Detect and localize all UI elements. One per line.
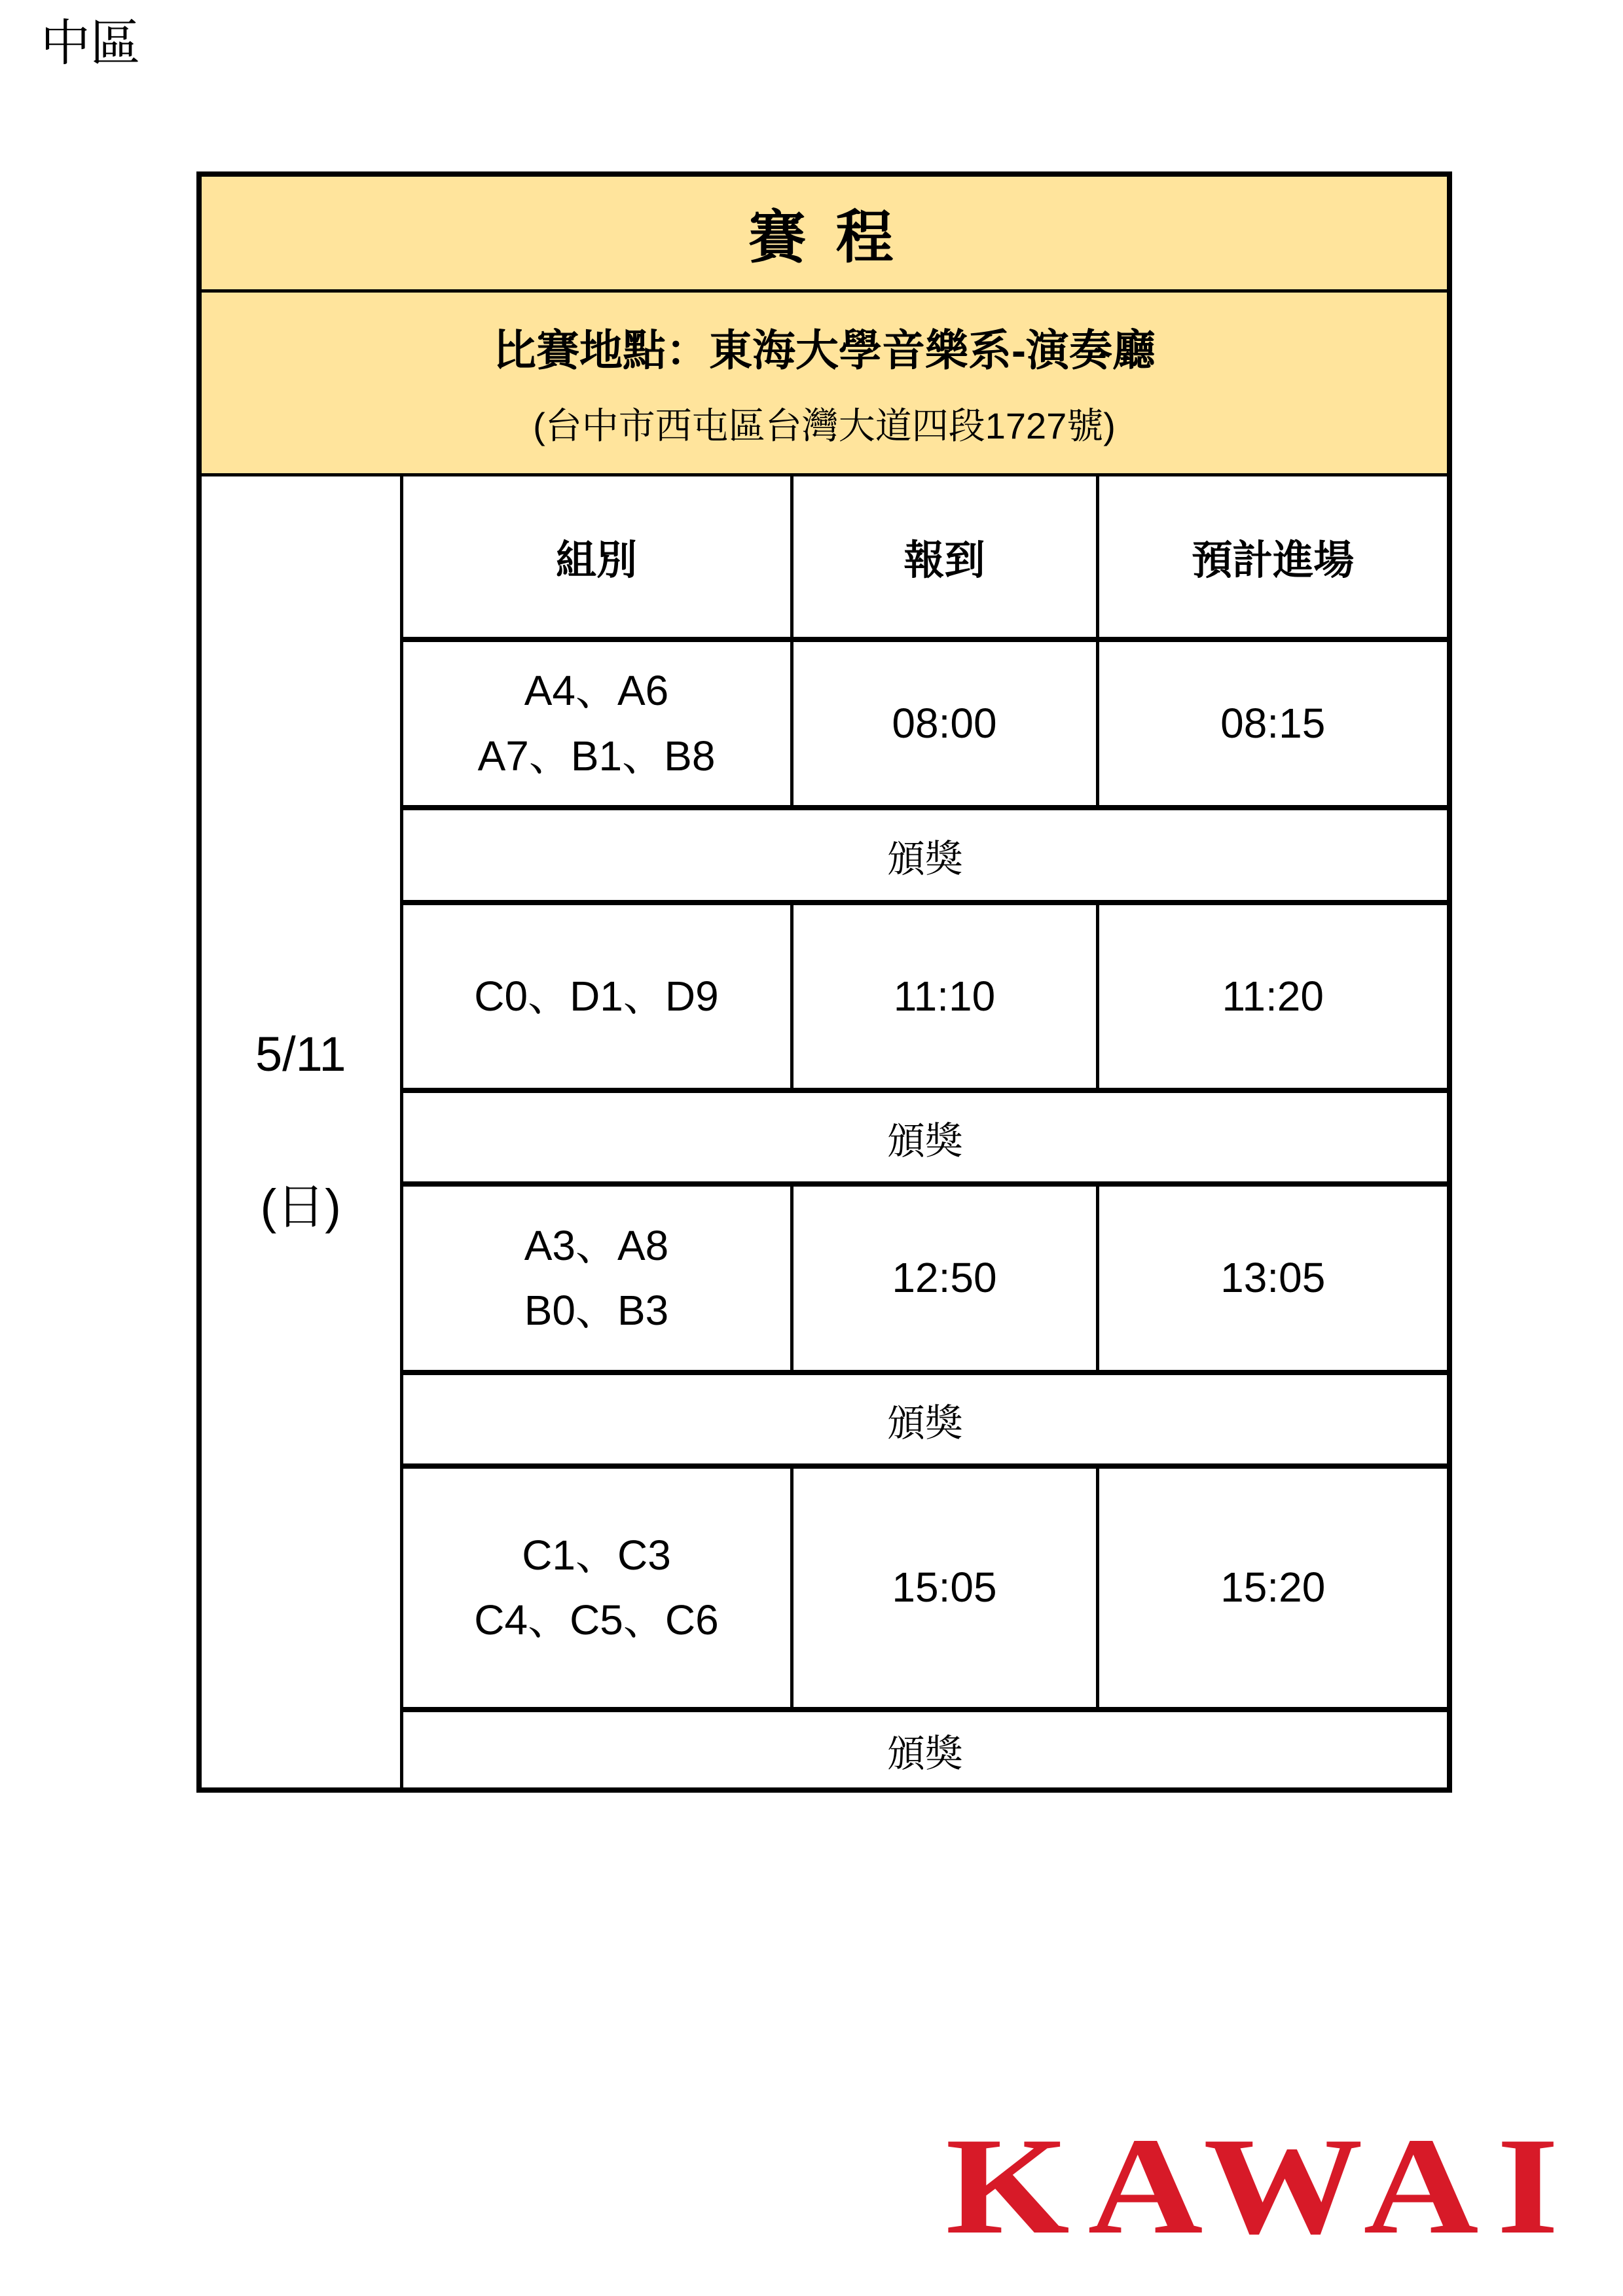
group-line: B0、B3: [524, 1287, 669, 1334]
date-label: 5/11: [255, 1026, 346, 1081]
col-header-entry: 預計進場: [1097, 475, 1450, 639]
col-header-checkin: 報到: [792, 475, 1097, 639]
group-cell: [401, 1184, 792, 1372]
group-line: A7、B1、B8: [477, 732, 716, 780]
group-cell: [401, 1466, 792, 1710]
group-line: C1、C3: [522, 1531, 671, 1579]
group-line: C0、D1、D9: [474, 972, 719, 1020]
venue-name: 比賽地點：東海大學音樂系-演奏廳: [493, 326, 1156, 374]
entry-cell: 13:05: [1097, 1184, 1450, 1372]
title-row: [199, 174, 1450, 291]
schedule-table: [196, 171, 1452, 1793]
award-cell: 頒獎: [401, 1090, 1450, 1184]
group-cell: [401, 903, 792, 1090]
col-header-group: 組別: [401, 475, 792, 639]
checkin-cell: 15:05: [792, 1466, 1097, 1710]
checkin-cell: 12:50: [792, 1184, 1097, 1372]
checkin-cell: 11:10: [792, 903, 1097, 1090]
group-line: C4、C5、C6: [474, 1596, 719, 1643]
award-cell: 頒獎: [401, 1710, 1450, 1790]
entry-cell: 11:20: [1097, 903, 1450, 1090]
region-label: 中區: [41, 14, 140, 72]
group-line: A3、A8: [524, 1221, 669, 1269]
entry-cell: 08:15: [1097, 639, 1450, 808]
entry-cell: 15:20: [1097, 1466, 1450, 1710]
table-title: 賽 程: [199, 174, 1450, 291]
group-cell: [401, 639, 792, 808]
date-cell: [199, 475, 401, 1790]
group-line: A4、A6: [524, 667, 669, 715]
award-cell: 頒獎: [401, 1372, 1450, 1466]
venue-row: [199, 291, 1450, 475]
award-cell: 頒獎: [401, 808, 1450, 903]
checkin-cell: 08:00: [792, 639, 1097, 808]
column-header-row: [199, 475, 1450, 639]
kawai-logo: KAWAI: [945, 2109, 1577, 2263]
venue-address: (台中市西屯區台灣大道四段1727號): [533, 405, 1116, 446]
date-weekday-label: (日): [260, 1179, 341, 1234]
venue-cell: [199, 291, 1450, 475]
